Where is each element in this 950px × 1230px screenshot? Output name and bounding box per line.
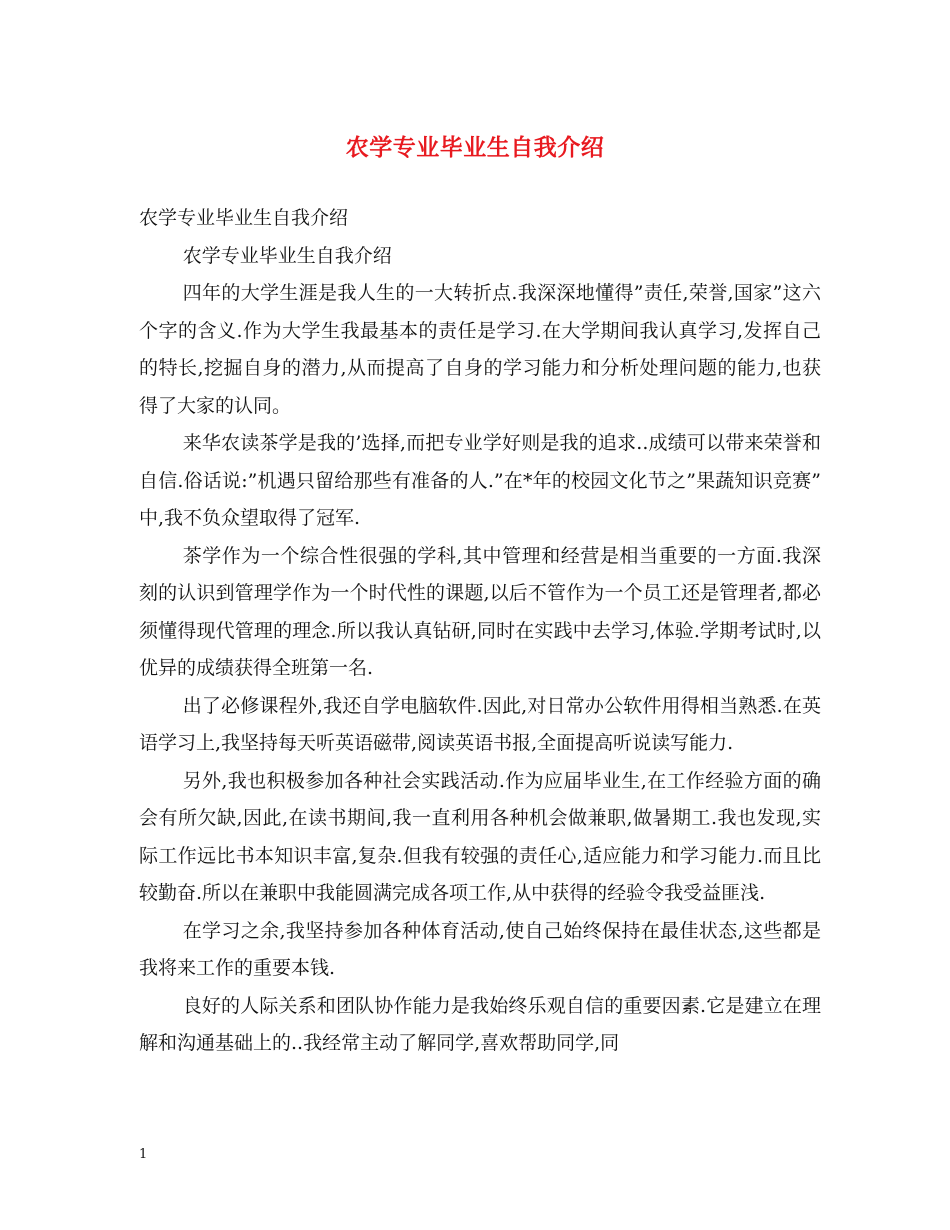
page-number: 1 xyxy=(139,1147,148,1162)
paragraph: 良好的人际关系和团队协作能力是我始终乐观自信的重要因素.它是建立在理解和沟通基础上的..我经常主动了解同学,喜欢帮助同学,同 xyxy=(139,994,821,1054)
paragraph: 茶学作为一个综合性很强的学科,其中管理和经营是相当重要的一方面.我深刻的认识到管理学作为一个时代性的课题,以后不管作为一个员工还是管理者,都必须懂得现代管理的理念.所以我认真钻研,同时在实践中去学习,体验.学期考试时,以优异的成绩获得全班第一名. xyxy=(139,544,821,679)
paragraph: 四年的大学生涯是我人生的一大转折点.我深深地懂得”责任,荣誉,国家”这六个字的含义.作为大学生我最基本的责任是学习.在大学期间我认真学习,发挥自己的特长,挖掘自身的潜力,从而提高了自身的学习能力和分析处理问题的能力,也获得了大家的认同。 xyxy=(139,282,821,417)
paragraph-subheading: 农学专业毕业生自我介绍 xyxy=(182,244,392,267)
document-title: 农学专业毕业生自我介绍 xyxy=(345,134,605,161)
document-body xyxy=(139,200,821,1063)
paragraph: 出了必修课程外,我还自学电脑软件.因此,对日常办公软件用得相当熟悉.在英语学习上,我坚持每天听英语磁带,阅读英语书报,全面提高听说读写能力. xyxy=(139,694,821,754)
paragraph: 另外,我也积极参加各种社会实践活动.作为应届毕业生,在工作经验方面的确会有所欠缺,因此,在读书期间,我一直利用各种机会做兼职,做暑期工.我也发现,实际工作远比书本知识丰富,复杂.但我有较强的责任心,适应能力和学习能力.而且比较勤奋.所以在兼职中我能圆满完成各项工作,从中获得的经验令我受益匪浅. xyxy=(139,769,821,904)
paragraph: 在学习之余,我坚持参加各种体育活动,使自己始终保持在最佳状态,这些都是我将来工作的重要本钱. xyxy=(139,919,821,979)
paragraph: 来华农读茶学是我的’选择,而把专业学好则是我的追求..成绩可以带来荣誉和自信.俗话说:”机遇只留给那些有准备的人.”在*年的校园文化节之”果蔬知识竞赛”中,我不负众望取得了冠军. xyxy=(139,432,821,529)
paragraph-heading: 农学专业毕业生自我介绍 xyxy=(139,207,349,229)
